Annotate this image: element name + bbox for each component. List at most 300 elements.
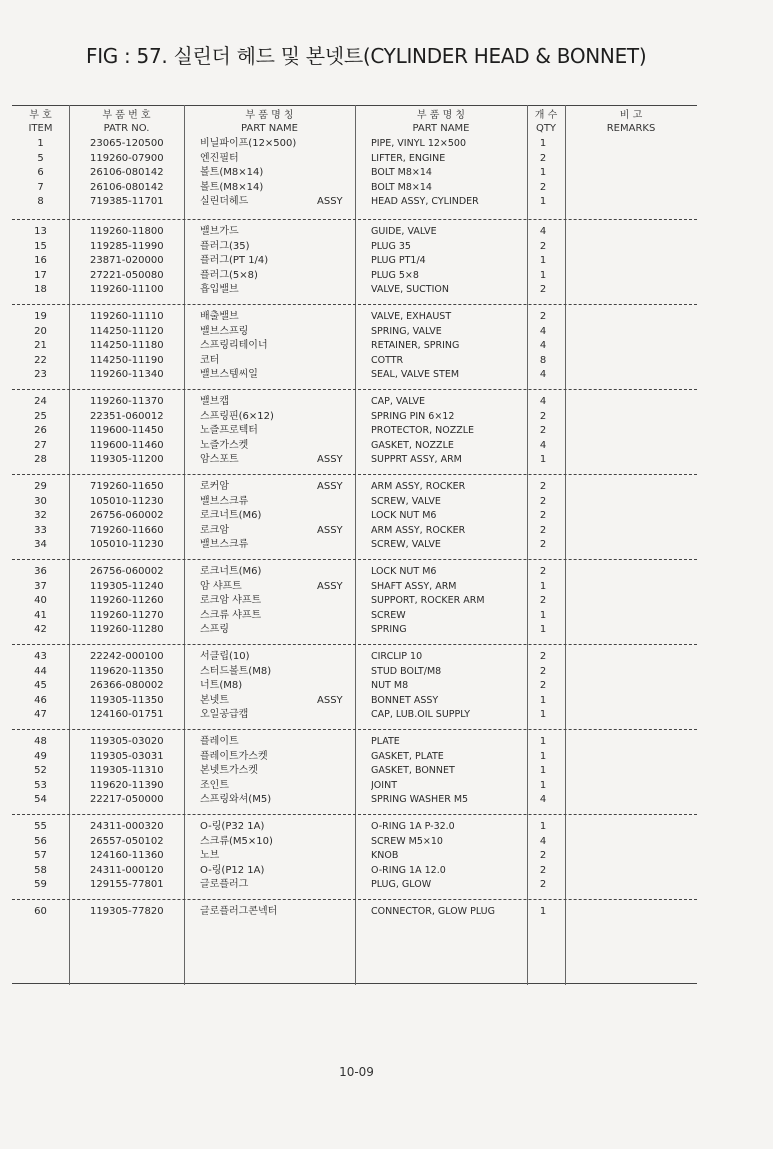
item-cell: 15	[34, 240, 47, 252]
part-name-cell: 밸브스템씨일	[200, 369, 258, 381]
item-cell: 34	[34, 539, 47, 551]
item-cell: 42	[34, 624, 47, 636]
item-cell: 8	[37, 196, 44, 208]
part-no-cell: 119285-11990	[90, 240, 164, 252]
part-name-cell: 볼트(M8×14)	[200, 181, 264, 193]
qty-cell: 2	[539, 879, 547, 891]
part-name-en-cell: LOCK NUT M6	[371, 566, 437, 577]
part-name-en-cell: CIRCLIP 10	[371, 651, 423, 662]
part-name-cell: 글로플러그콘넥터	[200, 906, 278, 917]
table-row	[12, 254, 697, 269]
part-name-cell: 스크류(M5×10)	[200, 835, 273, 847]
item-cell: 56	[34, 835, 47, 847]
table-row	[12, 354, 697, 369]
item-cell: 7	[37, 181, 44, 193]
part-name-cell: 노즐프로텍터	[200, 425, 258, 437]
part-no-cell: 105010-11230	[90, 539, 164, 551]
part-name-cell: 스프링와셔(M5)	[200, 794, 272, 806]
part-no-cell: 119260-11280	[90, 624, 164, 636]
qty-cell: 2	[539, 311, 547, 322]
table-row	[12, 480, 697, 495]
assy-cell: ASSY	[317, 481, 343, 492]
assy-cell: ASSY	[317, 694, 343, 706]
part-no-cell: 124160-01751	[90, 709, 164, 721]
table-row	[12, 325, 697, 340]
part-name-en-cell: COTTR	[371, 354, 404, 366]
part-no-cell: 119260-11100	[90, 284, 164, 296]
part-no-cell: 719260-11660	[90, 524, 164, 536]
part-name-en-cell: SPRING WASHER M5	[371, 794, 469, 806]
item-cell: 1	[37, 138, 44, 149]
qty-cell: 1	[539, 609, 547, 621]
part-name-cell: 플레이트	[200, 736, 239, 747]
row-group	[12, 474, 697, 553]
table-row	[12, 137, 697, 152]
part-name-cell: 스프링	[200, 624, 229, 636]
table-row	[12, 708, 697, 723]
part-no-cell: 27221-050080	[90, 269, 164, 281]
part-no-cell: 26106-080142	[90, 167, 164, 179]
header-part-name-en: 부 품 명 칭 PART NAME	[412, 110, 470, 134]
row-group	[12, 389, 697, 468]
qty-cell: 4	[539, 794, 547, 806]
part-no-cell: 119600-11460	[90, 439, 164, 451]
qty-cell: 2	[539, 284, 547, 296]
item-cell: 28	[34, 454, 47, 466]
part-name-en-cell: BONNET ASSY	[371, 694, 439, 706]
qty-cell: 1	[539, 580, 547, 592]
row-group	[12, 644, 697, 723]
part-name-en-cell: HEAD ASSY, CYLINDER	[371, 196, 479, 208]
table-row	[12, 565, 697, 580]
part-no-cell: 719260-11650	[90, 481, 164, 492]
part-name-en-cell: SCREW M5×10	[371, 835, 443, 847]
qty-cell: 2	[539, 595, 547, 607]
part-name-en-cell: SPRING	[371, 624, 407, 636]
item-cell: 40	[34, 595, 47, 607]
table-row	[12, 679, 697, 694]
row-group	[12, 559, 697, 638]
part-name-cell: 너트(M8)	[200, 680, 243, 692]
part-no-cell: 26756-060002	[90, 510, 164, 522]
part-no-cell: 119260-11260	[90, 595, 164, 607]
table-row	[12, 495, 697, 510]
qty-cell: 1	[539, 765, 547, 777]
part-name-en-cell: ARM ASSY, ROCKER	[371, 481, 466, 492]
item-cell: 37	[34, 580, 47, 592]
table-row	[12, 609, 697, 624]
part-name-cell: 오일공급캡	[200, 709, 249, 721]
table-row	[12, 524, 697, 539]
table-row	[12, 181, 697, 196]
item-cell: 20	[34, 325, 47, 337]
qty-cell: 1	[539, 694, 547, 706]
page-title: FIG : 57. 실린더 헤드 및 본넷트(CYLINDER HEAD & BONNET)	[86, 44, 647, 68]
table-row	[12, 339, 697, 354]
table-row	[12, 368, 697, 383]
part-name-cell: 로크암	[200, 524, 229, 536]
part-no-cell: 119305-11350	[90, 694, 164, 706]
part-name-en-cell: PLUG 5×8	[371, 269, 419, 281]
qty-cell: 4	[539, 439, 547, 451]
row-group	[12, 814, 697, 893]
qty-cell: 2	[539, 425, 547, 437]
table-row	[12, 310, 697, 325]
item-cell: 17	[34, 269, 47, 281]
header-part-name-ko: 부 품 명 칭 PART NAME	[240, 110, 298, 134]
row-group	[12, 729, 697, 808]
part-name-cell: 밸브스크류	[200, 495, 249, 507]
assy-cell: ASSY	[317, 196, 343, 208]
item-cell: 30	[34, 495, 47, 507]
assy-cell: ASSY	[317, 454, 343, 466]
qty-cell: 1	[539, 750, 547, 762]
qty-cell: 2	[539, 850, 547, 862]
header-remarks: 비 고 REMARKS	[606, 110, 656, 134]
part-no-cell: 24311-000120	[90, 864, 164, 876]
item-cell: 48	[34, 736, 47, 747]
qty-cell: 4	[539, 226, 547, 237]
part-name-en-cell: VALVE, EXHAUST	[371, 311, 452, 322]
part-name-en-cell: SPRING, VALVE	[371, 325, 442, 337]
table-row	[12, 283, 697, 298]
item-cell: 19	[34, 311, 47, 322]
part-name-cell: 로커암	[200, 481, 229, 492]
header-part-no: 부 품 번 호 PATR NO.	[102, 110, 151, 134]
part-name-en-cell: CONNECTOR, GLOW PLUG	[371, 906, 495, 917]
row-group	[12, 219, 697, 298]
qty-cell: 2	[539, 181, 547, 193]
part-name-en-cell: PIPE, VINYL 12×500	[371, 138, 467, 149]
qty-cell: 2	[539, 152, 547, 164]
table-row	[12, 424, 697, 439]
part-name-cell: 밸브스크류	[200, 539, 249, 551]
table-row	[12, 195, 697, 210]
part-name-en-cell: GUIDE, VALVE	[371, 226, 437, 237]
part-name-cell: 스프링리테이너	[200, 340, 268, 352]
qty-cell: 2	[539, 566, 547, 577]
table-row	[12, 878, 697, 893]
qty-cell: 1	[539, 454, 547, 466]
part-name-en-cell: GASKET, NOZZLE	[371, 439, 454, 451]
item-cell: 29	[34, 481, 47, 492]
part-name-cell: 흡입밸브	[200, 284, 239, 296]
table-row	[12, 650, 697, 665]
part-no-cell: 719385-11701	[90, 196, 164, 208]
part-name-cell: 노브	[200, 850, 220, 862]
qty-cell: 1	[539, 709, 547, 721]
part-name-en-cell: CAP, VALVE	[371, 396, 426, 407]
item-cell: 59	[34, 879, 47, 891]
part-name-cell: 암 샤프트	[200, 580, 242, 592]
part-name-en-cell: BOLT M8×14	[371, 181, 432, 193]
part-name-en-cell: JOINT	[371, 779, 397, 791]
item-cell: 16	[34, 255, 47, 267]
part-name-cell: 스프링핀(6×12)	[200, 410, 274, 422]
part-name-cell: O-링(P32 1A)	[200, 821, 265, 832]
qty-cell: 2	[539, 651, 547, 662]
item-cell: 44	[34, 665, 47, 677]
part-name-cell: 코터	[200, 354, 220, 366]
part-name-cell: 스크류 샤프트	[200, 609, 262, 621]
part-name-cell: 볼트(M8×14)	[200, 167, 264, 179]
qty-cell: 1	[539, 821, 547, 832]
part-name-cell: 밸브스프링	[200, 325, 249, 337]
table-row	[12, 623, 697, 638]
part-name-cell: 로크너트(M6)	[200, 566, 262, 577]
qty-cell: 8	[539, 354, 547, 366]
item-cell: 47	[34, 709, 47, 721]
part-name-en-cell: SUPPRT ASSY, ARM	[371, 454, 462, 466]
qty-cell: 1	[539, 138, 547, 149]
item-cell: 36	[34, 566, 47, 577]
table-row	[12, 439, 697, 454]
part-name-cell: 글로플러그	[200, 879, 249, 891]
part-no-cell: 119260-11370	[90, 396, 164, 407]
item-cell: 52	[34, 765, 47, 777]
qty-cell: 1	[539, 906, 547, 917]
part-name-cell: 비닐파이프(12×500)	[200, 138, 297, 149]
item-cell: 23	[34, 369, 47, 381]
part-no-cell: 23065-120500	[90, 138, 164, 149]
part-name-cell: 밸브가드	[200, 226, 239, 237]
part-name-cell: 플러그(PT 1/4)	[200, 255, 269, 267]
item-cell: 21	[34, 340, 47, 352]
header-qty: 개 수 QTY	[534, 110, 558, 134]
part-name-en-cell: RETAINER, SPRING	[371, 340, 460, 352]
part-no-cell: 119620-11390	[90, 779, 164, 791]
part-name-en-cell: BOLT M8×14	[371, 167, 432, 179]
qty-cell: 4	[539, 325, 547, 337]
table-row	[12, 453, 697, 468]
table-row	[12, 665, 697, 680]
item-cell: 13	[34, 226, 47, 237]
part-no-cell: 114250-11180	[90, 340, 164, 352]
table-row	[12, 269, 697, 284]
part-no-cell: 22217-050000	[90, 794, 164, 806]
parts-table	[12, 105, 697, 985]
part-no-cell: 119305-11310	[90, 765, 164, 777]
table-row	[12, 538, 697, 553]
table-row	[12, 694, 697, 709]
item-cell: 58	[34, 864, 47, 876]
table-row	[12, 580, 697, 595]
part-name-en-cell: VALVE, SUCTION	[371, 284, 449, 296]
table-row	[12, 835, 697, 850]
part-name-en-cell: CAP, LUB.OIL SUPPLY	[371, 709, 471, 721]
table-row	[12, 793, 697, 808]
part-no-cell: 119305-03031	[90, 750, 164, 762]
part-name-cell: 실린더헤드	[200, 196, 249, 208]
part-name-en-cell: PROTECTOR, NOZZLE	[371, 425, 475, 437]
part-no-cell: 26557-050102	[90, 835, 164, 847]
item-cell: 22	[34, 354, 47, 366]
item-cell: 27	[34, 439, 47, 451]
part-name-cell: 엔진필터	[200, 152, 239, 164]
item-cell: 57	[34, 850, 47, 862]
qty-cell: 2	[539, 481, 547, 492]
part-name-en-cell: LIFTER, ENGINE	[371, 152, 446, 164]
table-row	[12, 410, 697, 425]
part-no-cell: 119260-11800	[90, 226, 164, 237]
table-row	[12, 735, 697, 750]
part-name-en-cell: PLUG PT1/4	[371, 255, 426, 267]
part-name-cell: 배출밸브	[200, 311, 239, 322]
part-name-cell: 밸브캡	[200, 396, 229, 407]
part-no-cell: 119260-11340	[90, 369, 164, 381]
item-cell: 55	[34, 821, 47, 832]
table-row	[12, 509, 697, 524]
part-name-en-cell: STUD BOLT/M8	[371, 665, 442, 677]
part-name-cell: 서클립(10)	[200, 651, 250, 662]
row-group	[12, 304, 697, 383]
part-name-cell: 본넷트가스켓	[200, 765, 258, 777]
part-no-cell: 124160-11360	[90, 850, 164, 862]
page-number: 10-09	[339, 1065, 374, 1079]
part-name-cell: 본넷트	[200, 694, 229, 706]
table-row	[12, 764, 697, 779]
qty-cell: 4	[539, 835, 547, 847]
table-row	[12, 820, 697, 835]
part-name-cell: O-링(P12 1A)	[200, 864, 265, 876]
part-name-en-cell: PLUG 35	[371, 240, 411, 252]
part-name-cell: 플러그(35)	[200, 240, 250, 252]
part-name-en-cell: PLATE	[371, 736, 400, 747]
part-no-cell: 26756-060002	[90, 566, 164, 577]
header-item: 부 호 ITEM	[28, 110, 53, 134]
qty-cell: 1	[539, 624, 547, 636]
part-name-en-cell: GASKET, BONNET	[371, 765, 455, 777]
part-name-cell: 플러그(5×8)	[200, 269, 258, 281]
part-name-en-cell: LOCK NUT M6	[371, 510, 437, 522]
part-name-en-cell: SCREW, VALVE	[371, 539, 441, 551]
part-no-cell: 23871-020000	[90, 255, 164, 267]
item-cell: 24	[34, 396, 47, 407]
part-no-cell: 22351-060012	[90, 410, 164, 422]
item-cell: 5	[37, 152, 44, 164]
table-row	[12, 395, 697, 410]
item-cell: 26	[34, 425, 47, 437]
qty-cell: 4	[539, 340, 547, 352]
table-row	[12, 166, 697, 181]
qty-cell: 1	[539, 196, 547, 208]
item-cell: 18	[34, 284, 47, 296]
part-name-en-cell: KNOB	[371, 850, 399, 862]
part-no-cell: 119620-11350	[90, 665, 164, 677]
part-no-cell: 119260-11110	[90, 311, 164, 322]
part-name-en-cell: SPRING PIN 6×12	[371, 410, 455, 422]
table-row	[12, 240, 697, 255]
table-row	[12, 905, 697, 920]
part-no-cell: 129155-77801	[90, 879, 164, 891]
qty-cell: 1	[539, 779, 547, 791]
item-cell: 43	[34, 651, 47, 662]
part-no-cell: 114250-11120	[90, 325, 164, 337]
part-name-en-cell: SHAFT ASSY, ARM	[371, 580, 457, 592]
table-row	[12, 594, 697, 609]
table-row	[12, 864, 697, 879]
item-cell: 32	[34, 510, 47, 522]
table-row	[12, 849, 697, 864]
table-row	[12, 152, 697, 167]
part-name-en-cell: O-RING 1A P-32.0	[371, 821, 455, 832]
part-no-cell: 22242-000100	[90, 651, 164, 662]
part-name-cell: 노즐가스켓	[200, 439, 249, 451]
item-cell: 54	[34, 794, 47, 806]
item-cell: 33	[34, 524, 47, 536]
row-group	[12, 135, 697, 210]
qty-cell: 4	[539, 369, 547, 381]
table-row	[12, 225, 697, 240]
item-cell: 46	[34, 694, 47, 706]
qty-cell: 1	[539, 269, 547, 281]
part-no-cell: 119260-11270	[90, 609, 164, 621]
part-name-cell: 암스포트	[200, 454, 239, 466]
part-no-cell: 119305-03020	[90, 736, 164, 747]
part-name-en-cell: O-RING 1A 12.0	[371, 864, 446, 876]
part-no-cell: 119260-07900	[90, 152, 164, 164]
part-no-cell: 105010-11230	[90, 495, 164, 507]
item-cell: 25	[34, 410, 47, 422]
qty-cell: 2	[539, 410, 547, 422]
part-no-cell: 26106-080142	[90, 181, 164, 193]
part-name-cell: 로크암 샤프트	[200, 595, 262, 607]
qty-cell: 2	[539, 495, 547, 507]
part-no-cell: 119305-11240	[90, 580, 164, 592]
qty-cell: 2	[539, 539, 547, 551]
part-name-en-cell: PLUG, GLOW	[371, 879, 432, 891]
part-name-en-cell: GASKET, PLATE	[371, 750, 444, 762]
part-name-en-cell: SCREW	[371, 609, 406, 621]
part-name-en-cell: SUPPORT, ROCKER ARM	[371, 595, 485, 607]
qty-cell: 1	[539, 255, 547, 267]
part-name-en-cell: ARM ASSY, ROCKER	[371, 524, 466, 536]
part-no-cell: 119600-11450	[90, 425, 164, 437]
item-cell: 45	[34, 680, 47, 692]
row-group	[12, 899, 697, 920]
qty-cell: 2	[539, 510, 547, 522]
qty-cell: 2	[539, 864, 547, 876]
part-name-en-cell: SEAL, VALVE STEM	[371, 369, 460, 381]
qty-cell: 2	[539, 524, 547, 536]
item-cell: 41	[34, 609, 47, 621]
part-no-cell: 24311-000320	[90, 821, 164, 832]
part-no-cell: 119305-77820	[90, 906, 164, 917]
qty-cell: 2	[539, 240, 547, 252]
item-cell: 60	[34, 906, 47, 917]
part-name-en-cell: SCREW, VALVE	[371, 495, 441, 507]
part-no-cell: 119305-11200	[90, 454, 164, 466]
assy-cell: ASSY	[317, 580, 343, 592]
table-row	[12, 750, 697, 765]
assy-cell: ASSY	[317, 524, 343, 536]
part-no-cell: 114250-11190	[90, 354, 164, 366]
item-cell: 53	[34, 779, 47, 791]
part-no-cell: 26366-080002	[90, 680, 164, 692]
qty-cell: 2	[539, 680, 547, 692]
part-name-cell: 스터드볼트(M8)	[200, 665, 272, 677]
qty-cell: 2	[539, 665, 547, 677]
part-name-cell: 조인트	[200, 779, 229, 791]
item-cell: 49	[34, 750, 47, 762]
item-cell: 6	[37, 167, 44, 179]
qty-cell: 1	[539, 736, 547, 747]
qty-cell: 4	[539, 396, 547, 407]
part-name-en-cell: NUT M8	[371, 680, 409, 692]
part-name-cell: 플레이트가스켓	[200, 750, 268, 762]
qty-cell: 1	[539, 167, 547, 179]
part-name-cell: 로크너트(M6)	[200, 510, 262, 522]
